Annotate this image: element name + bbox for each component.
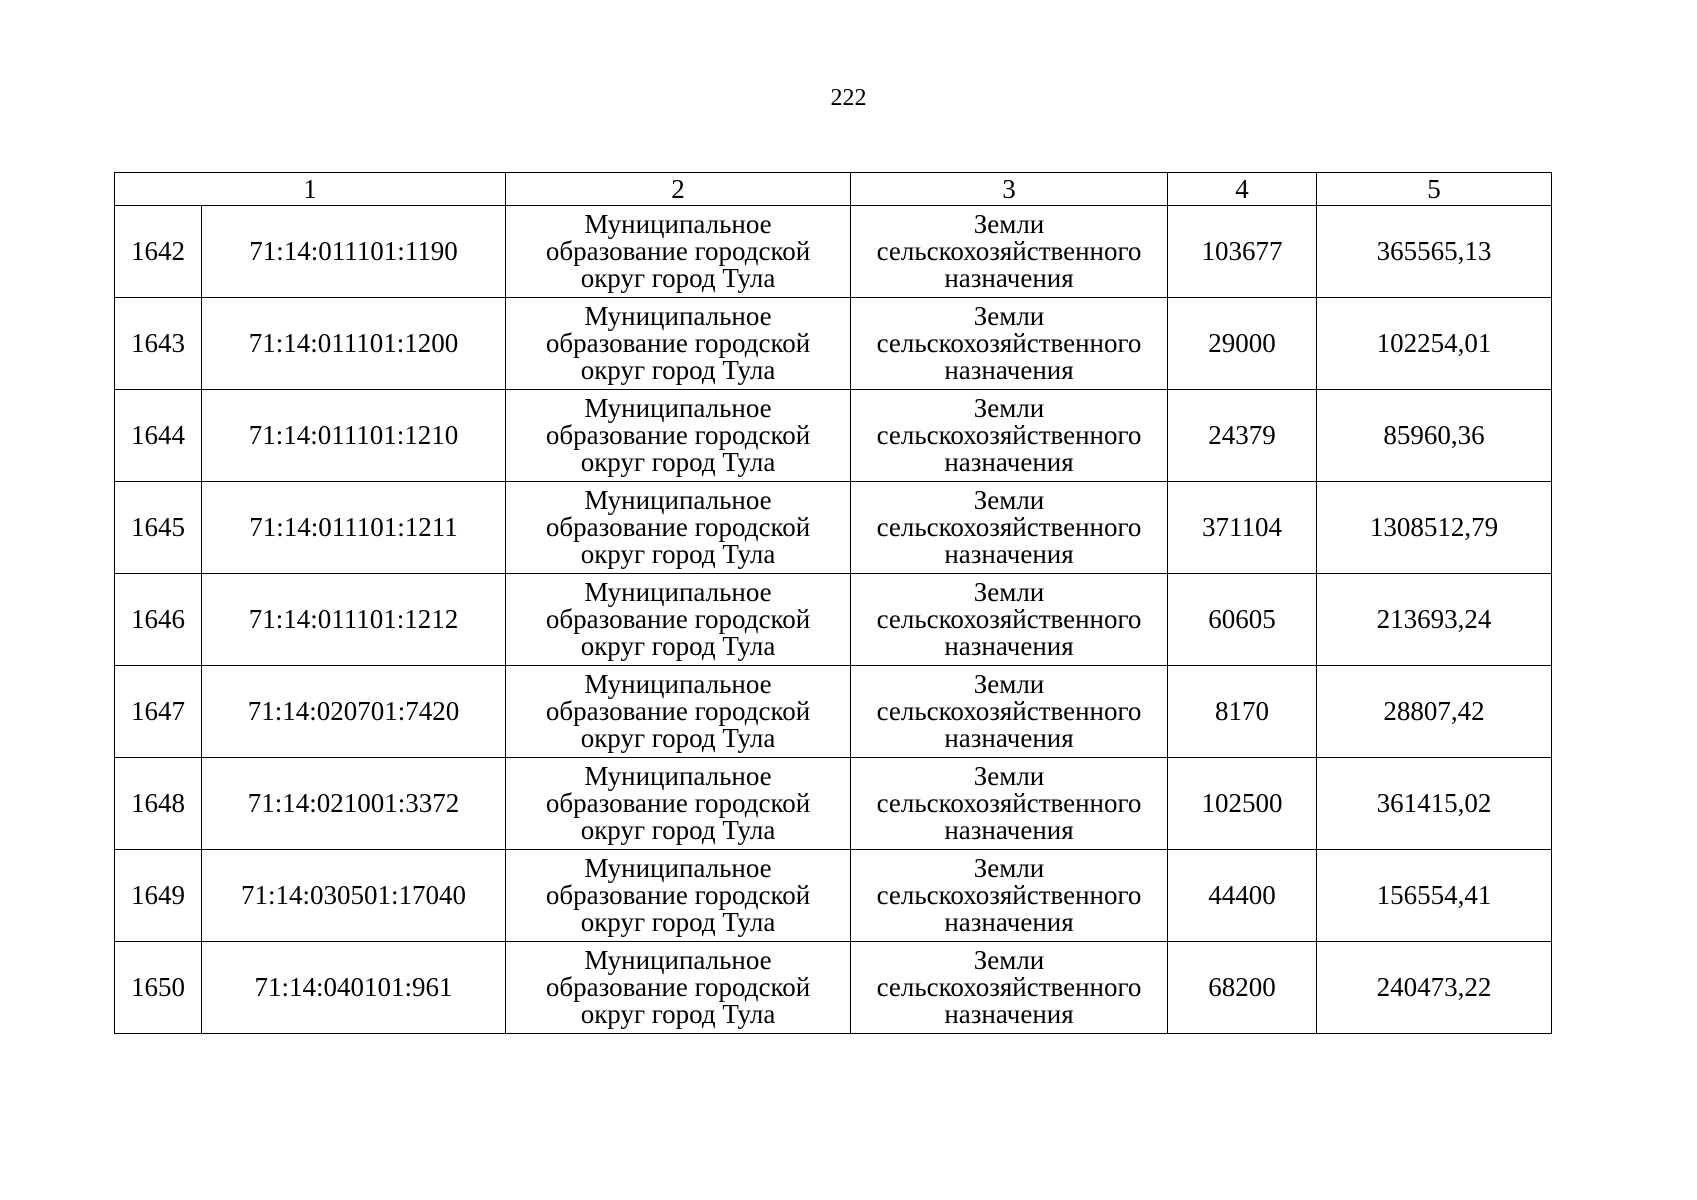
header-col-1: 1 xyxy=(115,173,506,206)
area-cell: 371104 xyxy=(1168,482,1317,574)
row-number-cell: 1650 xyxy=(115,942,202,1034)
owner-cell-line: Муниципальное xyxy=(584,669,772,699)
land-category-cell xyxy=(851,482,1168,574)
land-category-cell-line: назначения xyxy=(944,999,1074,1029)
cadastral-value-cell: 365565,13 xyxy=(1317,206,1552,298)
land-category-cell-line: Земли xyxy=(973,577,1045,607)
table-row xyxy=(115,942,1552,1034)
owner-cell-line: Муниципальное xyxy=(584,485,772,515)
table-row xyxy=(115,758,1552,850)
area-cell: 29000 xyxy=(1168,298,1317,390)
land-category-cell xyxy=(851,298,1168,390)
owner-cell-line: образование городской xyxy=(545,788,811,818)
table-row xyxy=(115,666,1552,758)
cadastral-value-cell: 102254,01 xyxy=(1317,298,1552,390)
row-number-cell: 1642 xyxy=(115,206,202,298)
land-category-cell xyxy=(851,850,1168,942)
row-number-cell: 1649 xyxy=(115,850,202,942)
cadastral-number-cell: 71:14:021001:3372 xyxy=(202,758,506,850)
land-category-cell-line: Земли xyxy=(973,761,1045,791)
land-category-cell-line: Земли xyxy=(973,209,1045,239)
table-row xyxy=(115,390,1552,482)
owner-cell xyxy=(506,390,851,482)
cadastral-number-cell: 71:14:011101:1200 xyxy=(202,298,506,390)
row-number-cell: 1644 xyxy=(115,390,202,482)
land-category-cell-line: назначения xyxy=(944,539,1074,569)
owner-cell-line: округ город Тула xyxy=(580,631,776,661)
land-category-cell-line: сельскохозяйственного xyxy=(876,420,1142,450)
owner-cell-line: образование городской xyxy=(545,880,811,910)
cadastral-number-cell: 71:14:020701:7420 xyxy=(202,666,506,758)
land-category-cell-line: сельскохозяйственного xyxy=(876,512,1142,542)
page-number: 222 xyxy=(830,85,867,111)
land-category-cell-line: сельскохозяйственного xyxy=(876,972,1142,1002)
land-category-cell-line: назначения xyxy=(944,815,1074,845)
header-col-2: 2 xyxy=(506,173,851,206)
land-category-cell-line: сельскохозяйственного xyxy=(876,328,1142,358)
row-number-cell: 1645 xyxy=(115,482,202,574)
land-category-cell-line: Земли xyxy=(973,853,1045,883)
owner-cell-line: округ город Тула xyxy=(580,999,776,1029)
owner-cell-line: округ город Тула xyxy=(580,263,776,293)
cadastral-number-cell: 71:14:011101:1190 xyxy=(202,206,506,298)
table-row xyxy=(115,298,1552,390)
cadastral-value-cell: 156554,41 xyxy=(1317,850,1552,942)
land-category-cell-line: сельскохозяйственного xyxy=(876,880,1142,910)
table-row xyxy=(115,482,1552,574)
area-cell: 68200 xyxy=(1168,942,1317,1034)
owner-cell-line: округ город Тула xyxy=(580,723,776,753)
land-category-cell-line: сельскохозяйственного xyxy=(876,788,1142,818)
cadastral-number-cell: 71:14:011101:1211 xyxy=(202,482,506,574)
owner-cell-line: образование городской xyxy=(545,604,811,634)
owner-cell-line: образование городской xyxy=(545,512,811,542)
owner-cell xyxy=(506,850,851,942)
table-body xyxy=(115,206,1552,1034)
land-category-cell-line: назначения xyxy=(944,907,1074,937)
owner-cell-line: образование городской xyxy=(545,696,811,726)
owner-cell-line: образование городской xyxy=(545,328,811,358)
cadastral-number-cell: 71:14:011101:1210 xyxy=(202,390,506,482)
owner-cell xyxy=(506,574,851,666)
owner-cell xyxy=(506,758,851,850)
owner-cell-line: округ город Тула xyxy=(580,907,776,937)
land-category-cell xyxy=(851,574,1168,666)
land-category-cell-line: сельскохозяйственного xyxy=(876,604,1142,634)
cadastral-value-cell: 361415,02 xyxy=(1317,758,1552,850)
owner-cell-line: округ город Тула xyxy=(580,815,776,845)
land-category-cell-line: сельскохозяйственного xyxy=(876,236,1142,266)
land-plots-table xyxy=(114,172,1552,1034)
area-cell: 103677 xyxy=(1168,206,1317,298)
owner-cell-line: Муниципальное xyxy=(584,393,772,423)
header-col-5: 5 xyxy=(1317,173,1552,206)
owner-cell-line: Муниципальное xyxy=(584,209,772,239)
owner-cell-line: Муниципальное xyxy=(584,301,772,331)
table-row xyxy=(115,206,1552,298)
land-category-cell xyxy=(851,206,1168,298)
owner-cell-line: Муниципальное xyxy=(584,761,772,791)
land-category-cell-line: назначения xyxy=(944,263,1074,293)
row-number-cell: 1646 xyxy=(115,574,202,666)
table-row xyxy=(115,850,1552,942)
cadastral-value-cell: 1308512,79 xyxy=(1317,482,1552,574)
land-category-cell xyxy=(851,666,1168,758)
land-category-cell-line: Земли xyxy=(973,393,1045,423)
owner-cell-line: образование городской xyxy=(545,236,811,266)
cadastral-value-cell: 213693,24 xyxy=(1317,574,1552,666)
land-category-cell xyxy=(851,390,1168,482)
land-category-cell-line: сельскохозяйственного xyxy=(876,696,1142,726)
table-header-row xyxy=(115,173,1552,206)
area-cell: 102500 xyxy=(1168,758,1317,850)
table-row xyxy=(115,574,1552,666)
area-cell: 44400 xyxy=(1168,850,1317,942)
owner-cell xyxy=(506,206,851,298)
area-cell: 8170 xyxy=(1168,666,1317,758)
land-category-cell-line: назначения xyxy=(944,723,1074,753)
land-category-cell xyxy=(851,758,1168,850)
row-number-cell: 1647 xyxy=(115,666,202,758)
owner-cell-line: округ город Тула xyxy=(580,355,776,385)
land-category-cell-line: Земли xyxy=(973,669,1045,699)
area-cell: 60605 xyxy=(1168,574,1317,666)
cadastral-number-cell: 71:14:040101:961 xyxy=(202,942,506,1034)
owner-cell-line: образование городской xyxy=(545,972,811,1002)
land-category-cell-line: Земли xyxy=(973,301,1045,331)
owner-cell-line: Муниципальное xyxy=(584,853,772,883)
land-category-cell-line: назначения xyxy=(944,355,1074,385)
row-number-cell: 1643 xyxy=(115,298,202,390)
owner-cell xyxy=(506,482,851,574)
owner-cell xyxy=(506,942,851,1034)
owner-cell xyxy=(506,666,851,758)
land-category-cell-line: Земли xyxy=(973,485,1045,515)
cadastral-value-cell: 85960,36 xyxy=(1317,390,1552,482)
cadastral-number-cell: 71:14:011101:1212 xyxy=(202,574,506,666)
owner-cell-line: Муниципальное xyxy=(584,577,772,607)
cadastral-value-cell: 240473,22 xyxy=(1317,942,1552,1034)
cadastral-value-cell: 28807,42 xyxy=(1317,666,1552,758)
owner-cell-line: округ город Тула xyxy=(580,447,776,477)
header-col-4: 4 xyxy=(1168,173,1317,206)
land-category-cell-line: назначения xyxy=(944,631,1074,661)
owner-cell-line: образование городской xyxy=(545,420,811,450)
land-category-cell xyxy=(851,942,1168,1034)
cadastral-number-cell: 71:14:030501:17040 xyxy=(202,850,506,942)
area-cell: 24379 xyxy=(1168,390,1317,482)
header-col-3: 3 xyxy=(851,173,1168,206)
row-number-cell: 1648 xyxy=(115,758,202,850)
land-category-cell-line: Земли xyxy=(973,945,1045,975)
land-category-cell-line: назначения xyxy=(944,447,1074,477)
owner-cell-line: Муниципальное xyxy=(584,945,772,975)
owner-cell xyxy=(506,298,851,390)
owner-cell-line: округ город Тула xyxy=(580,539,776,569)
